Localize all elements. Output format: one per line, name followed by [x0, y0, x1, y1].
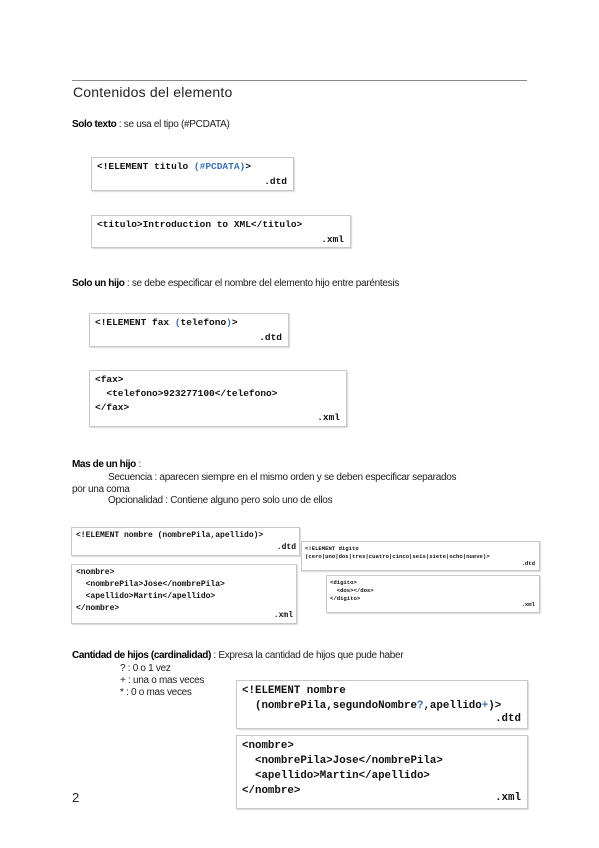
opcionalidad-text: Opcionalidad : Contiene alguno pero solo uno de ellos [108, 495, 333, 506]
code-line: </digito> [330, 595, 361, 602]
page-number: 2 [72, 790, 80, 805]
code-line: <dos></dos> [330, 587, 374, 594]
code-box-digito-xml [326, 575, 540, 613]
code-line: (cero|uno|dos|tres|cuatro|cinco|seis|siete|ocho|nueve)> [305, 553, 490, 560]
file-extension-label: .xml [495, 792, 521, 804]
code-box-titulo-dtd [91, 157, 294, 191]
solo-un-hijo-desc: : se debe especificar el nombre del elemento hijo entre paréntesis [124, 278, 399, 289]
code-line: </fax> [95, 402, 130, 413]
code-line: <nombre> [242, 740, 294, 752]
solo-texto-desc: : se usa el tipo (#PCDATA) [116, 119, 230, 130]
code-box-titulo-xml [91, 215, 351, 248]
header-rule [72, 80, 527, 81]
section-title: Contenidos del elemento [73, 84, 233, 100]
cardinalidad-paragraph [72, 650, 403, 661]
secuencia-text: Secuencia : aparecen siempre en el mismo orden y se deben especificar separados [108, 472, 457, 483]
code-box-fax-dtd [89, 313, 289, 347]
file-extension-label: .xml [273, 611, 293, 620]
code-line: <apellido>Martin</apellido> [242, 770, 430, 782]
code-line: <nombrePila>Jose</nombrePila> [76, 580, 225, 589]
code-line: </nombre> [242, 785, 301, 797]
code-box-cardinality-dtd [236, 680, 528, 729]
mas-de-un-hijo-paragraph [72, 459, 141, 470]
file-extension-label: .xml [521, 601, 535, 608]
file-extension-label: .dtd [495, 713, 521, 725]
file-extension-label: .dtd [276, 543, 296, 552]
file-extension-label: .xml [317, 412, 340, 423]
cardinalidad-term: Cantidad de hijos (cardinalidad) [72, 650, 211, 661]
cardinality-one-or-more: + : una o mas veces [120, 675, 205, 686]
code-line: </nombre> [76, 604, 120, 613]
code-box-nombre-seq-dtd [71, 527, 300, 556]
code-line: <apellido>Martin</apellido> [76, 592, 216, 601]
file-extension-label: .dtd [264, 176, 287, 187]
mas-de-un-hijo-desc: : [135, 459, 141, 470]
code-line: <digito> [330, 579, 357, 586]
file-extension-label: .dtd [259, 332, 282, 343]
solo-texto-paragraph [72, 119, 230, 130]
code-box-nombre-seq-xml [71, 564, 297, 624]
solo-un-hijo-paragraph [72, 278, 399, 289]
cardinality-optional: ? : 0 o 1 vez [120, 663, 171, 674]
code-line: <!ELEMENT titulo (#PCDATA)> [97, 161, 251, 172]
mas-de-un-hijo-term: Mas de un hijo [72, 459, 136, 470]
solo-un-hijo-term: Solo un hijo [72, 278, 125, 289]
code-line: <fax> [95, 374, 124, 385]
solo-texto-term: Solo texto [72, 119, 117, 130]
code-line: (nombrePila,segundoNombre?,apellido+)> [242, 700, 502, 712]
code-line: <!ELEMENT fax (telefono)> [95, 317, 238, 328]
cardinality-zero-or-more: * : 0 o mas veces [120, 687, 192, 698]
code-box-fax-xml [89, 370, 347, 427]
code-line: <telefono>923277100</telefono> [95, 388, 278, 399]
code-line: <titulo>Introduction to XML</titulo> [97, 219, 303, 230]
code-line: <!ELEMENT digito [305, 545, 359, 552]
code-box-cardinality-xml [236, 735, 528, 809]
code-line: <!ELEMENT nombre (nombrePila,apellido)> [76, 531, 264, 540]
code-line: <nombre> [76, 568, 115, 577]
file-extension-label: .dtd [521, 560, 535, 567]
secuencia-text-cont: por una coma [72, 484, 130, 495]
file-extension-label: .xml [321, 234, 344, 245]
code-box-digito-dtd [301, 541, 540, 571]
cardinalidad-desc: : Expresa la cantidad de hijos que pude haber [210, 650, 404, 661]
code-line: <nombrePila>Jose</nombrePila> [242, 755, 443, 767]
code-line: <!ELEMENT nombre [242, 685, 346, 697]
